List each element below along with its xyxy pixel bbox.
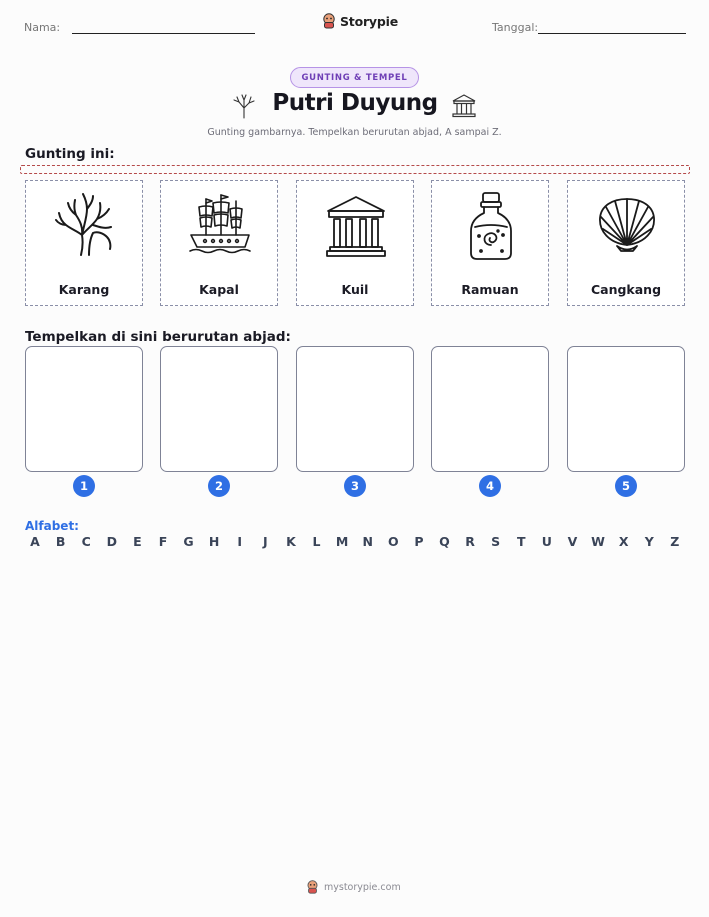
alphabet-letter: X	[618, 534, 629, 549]
paste-box-1[interactable]	[25, 346, 143, 472]
footer	[306, 880, 401, 894]
alphabet-letter: H	[208, 534, 220, 549]
date-line[interactable]	[538, 33, 686, 34]
alphabet-letter: C	[81, 534, 91, 549]
alphabet-letter: Z	[670, 534, 680, 549]
paste-box-5[interactable]	[567, 346, 685, 472]
alphabet-letter: W	[591, 534, 605, 549]
cut-card-label: Cangkang	[590, 282, 662, 297]
paste-number-1: 1	[73, 475, 95, 497]
seashell-icon	[595, 191, 659, 259]
coral-title-icon	[230, 92, 258, 120]
storypie-mascot-icon	[322, 13, 336, 29]
alphabet-letter: O	[387, 534, 399, 549]
alphabet-letter: U	[541, 534, 552, 549]
cut-card-kuil[interactable]	[296, 180, 414, 306]
cut-card-label: Karang	[58, 282, 110, 297]
alphabet-letter: R	[465, 534, 475, 549]
alphabet-letter: Y	[644, 534, 654, 549]
alphabet-letter: F	[158, 534, 168, 549]
paste-box-3[interactable]	[296, 346, 414, 472]
alphabet-letter: Q	[439, 534, 450, 549]
paste-number-5: 5	[615, 475, 637, 497]
paste-number-3: 3	[344, 475, 366, 497]
alphabet-letter: N	[362, 534, 373, 549]
storypie-mascot-icon	[306, 880, 319, 894]
activity-badge: GUNTING & TEMPEL	[290, 67, 419, 88]
potion-bottle-icon	[459, 191, 523, 263]
alphabet-letter: B	[55, 534, 66, 549]
paste-box-2[interactable]	[160, 346, 278, 472]
footer-url[interactable]: mystorypie.com	[324, 881, 401, 893]
temple-title-icon	[450, 92, 478, 120]
date-label: Tanggal:	[492, 21, 539, 34]
cut-card-kapal[interactable]	[160, 180, 278, 306]
alphabet-letter: L	[312, 534, 321, 549]
cut-section-label: Gunting ini:	[25, 146, 115, 162]
cut-card-ramuan[interactable]	[431, 180, 549, 306]
temple-icon	[324, 191, 388, 259]
cut-card-label: Ramuan	[461, 282, 519, 297]
cut-card-label: Kuil	[341, 282, 369, 297]
instructions: Gunting gambarnya. Tempelkan berurutan abjad, A sampai Z.	[207, 127, 502, 138]
page-title: Putri Duyung	[272, 90, 438, 116]
alphabet-letter: A	[30, 534, 40, 549]
brand-logo	[322, 13, 398, 29]
name-label: Nama:	[24, 21, 61, 34]
alphabet-label: Alfabet:	[25, 519, 79, 533]
cut-card-cangkang[interactable]	[567, 180, 685, 306]
alphabet-letter: T	[517, 534, 526, 549]
paste-box-4[interactable]	[431, 346, 549, 472]
alphabet-letter: E	[133, 534, 142, 549]
paste-number-4: 4	[479, 475, 501, 497]
alphabet-letter: G	[183, 534, 194, 549]
coral-icon	[53, 191, 117, 259]
alphabet-row	[25, 534, 685, 549]
paste-section-label: Tempelkan di sini berurutan abjad:	[25, 329, 291, 345]
ship-icon	[188, 191, 252, 259]
brand-name: Storypie	[340, 13, 398, 29]
alphabet-letter: M	[335, 534, 349, 549]
name-line[interactable]	[72, 33, 255, 34]
alphabet-letter: V	[567, 534, 578, 549]
alphabet-letter: J	[263, 534, 268, 549]
alphabet-letter: S	[491, 534, 501, 549]
alphabet-letter: P	[414, 534, 424, 549]
alphabet-letter: D	[106, 534, 117, 549]
alphabet-letter: I	[237, 534, 243, 549]
paste-number-2: 2	[208, 475, 230, 497]
cut-card-label: Kapal	[199, 282, 239, 297]
alphabet-letter: K	[286, 534, 296, 549]
cut-dashed-line	[20, 165, 690, 174]
cut-card-karang[interactable]	[25, 180, 143, 306]
